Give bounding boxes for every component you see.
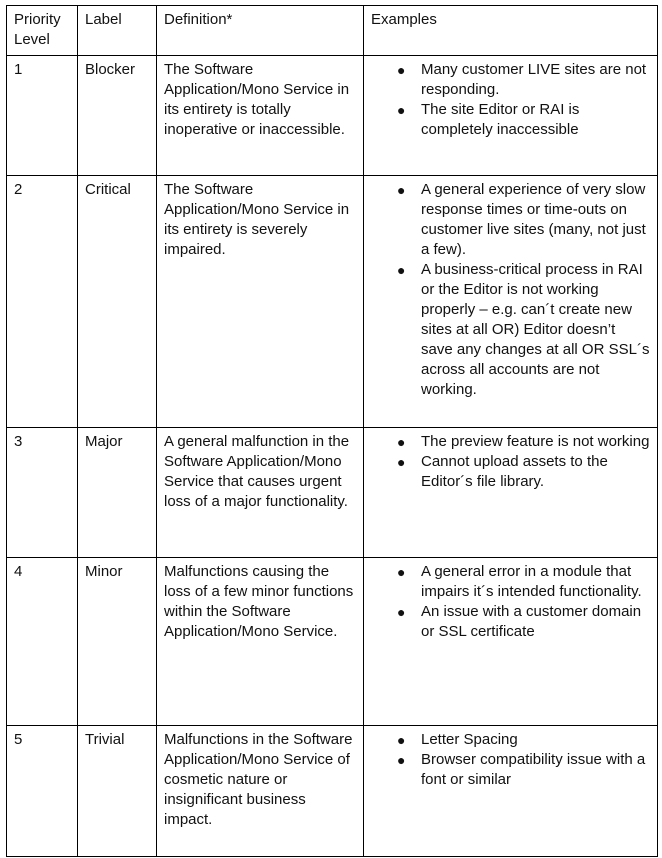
list-item <box>371 452 650 492</box>
examples-list <box>371 432 650 492</box>
priority-levels-table <box>6 5 658 857</box>
header-priority-level: Priority Level <box>7 6 78 56</box>
priority-cell: 2 <box>7 176 78 428</box>
example-text: The preview feature is not working <box>421 433 650 450</box>
definition-cell: Malfunctions in the Software Application/Mono Service of cosmetic nature or insignificant business impact. <box>157 726 364 857</box>
table-row <box>7 56 658 176</box>
bullet-icon: ● <box>397 102 406 118</box>
definition-cell: A general malfunction in the Software Application/Mono Service that causes urgent loss of a major functionality. <box>157 428 364 558</box>
label-cell: Minor <box>78 558 157 726</box>
list-item <box>371 602 650 642</box>
table-header-row <box>7 6 658 56</box>
label-cell: Critical <box>78 176 157 428</box>
bullet-icon: ● <box>397 62 406 78</box>
list-item <box>371 60 650 100</box>
bullet-icon: ● <box>397 604 406 620</box>
example-text: The site Editor or RAI is completely inaccessible <box>421 101 580 138</box>
bullet-icon: ● <box>397 262 406 278</box>
bullet-icon: ● <box>397 752 406 768</box>
header-definition: Definition* <box>157 6 364 56</box>
list-item <box>371 100 650 140</box>
priority-cell: 5 <box>7 726 78 857</box>
list-item <box>371 730 650 750</box>
list-item <box>371 180 650 260</box>
label-cell: Trivial <box>78 726 157 857</box>
header-label: Label <box>78 6 157 56</box>
example-text: An issue with a customer domain or SSL certificate <box>421 603 642 640</box>
header-examples: Examples <box>364 6 658 56</box>
examples-list <box>371 562 650 642</box>
example-text: A business-critical process in RAI or the Editor is not working properly – e.g. can´t create new sites at all OR) Editor doesn’t save any changes at all OR SSL´s across all accounts are not working. <box>421 261 650 398</box>
examples-list <box>371 180 650 400</box>
table-row <box>7 176 658 428</box>
examples-cell <box>364 176 658 428</box>
priority-cell: 3 <box>7 428 78 558</box>
examples-list <box>371 730 650 790</box>
bullet-icon: ● <box>397 182 406 198</box>
list-item <box>371 562 650 602</box>
example-text: A general experience of very slow response times or time-outs on customer live sites (many, not just a few). <box>421 181 646 258</box>
bullet-icon: ● <box>397 732 406 748</box>
definition-cell: The Software Application/Mono Service in its entirety is totally inoperative or inaccessible. <box>157 56 364 176</box>
bullet-icon: ● <box>397 564 406 580</box>
label-cell: Major <box>78 428 157 558</box>
example-text: Cannot upload assets to the Editor´s file library. <box>421 453 608 490</box>
examples-list <box>371 60 650 140</box>
list-item <box>371 432 650 452</box>
examples-cell <box>364 558 658 726</box>
list-item <box>371 750 650 790</box>
bullet-icon: ● <box>397 454 406 470</box>
table-row <box>7 428 658 558</box>
example-text: A general error in a module that impairs it´s intended functionality. <box>421 563 642 600</box>
examples-cell <box>364 726 658 857</box>
table-row <box>7 726 658 857</box>
example-text: Browser compatibility issue with a font or similar <box>421 751 646 788</box>
example-text: Many customer LIVE sites are not responding. <box>421 61 647 98</box>
examples-cell <box>364 428 658 558</box>
label-cell: Blocker <box>78 56 157 176</box>
table-row <box>7 558 658 726</box>
definition-cell: Malfunctions causing the loss of a few minor functions within the Software Application/Mono Service. <box>157 558 364 726</box>
definition-cell: The Software Application/Mono Service in its entirety is severely impaired. <box>157 176 364 428</box>
priority-cell: 4 <box>7 558 78 726</box>
bullet-icon: ● <box>397 434 406 450</box>
list-item <box>371 260 650 400</box>
examples-cell <box>364 56 658 176</box>
priority-cell: 1 <box>7 56 78 176</box>
example-text: Letter Spacing <box>421 731 518 748</box>
